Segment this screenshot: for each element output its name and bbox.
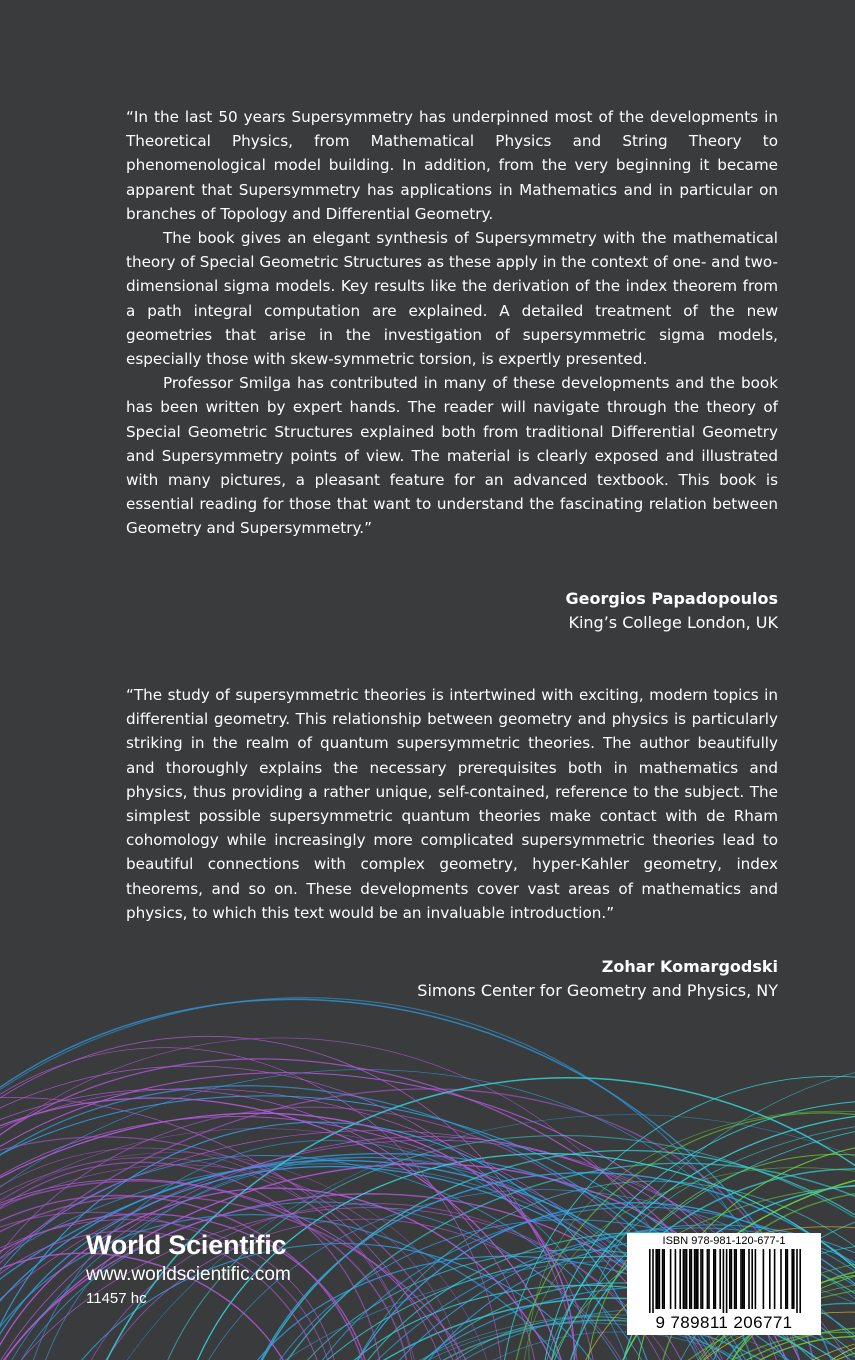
barcode-bar: [691, 1249, 693, 1309]
quote1-paragraph-2: The book gives an elegant synthesis of Supersymmetry with the mathematical theory of Special Geometric Structures as these apply in the context of one- and two-dimensional sigma models. Key results like the derivation of the index theorem from a path integral computation are explained. A detailed treatment of the new geometries that arise in the investigation of supersymmetric sigma models, especially those with skew-symmetric torsion, is expertly presented.: [126, 229, 778, 369]
review-quote-papadopoulos: [126, 105, 778, 541]
barcode-bar: [707, 1249, 709, 1309]
barcode-bar: [774, 1249, 776, 1309]
barcode-bar: [735, 1249, 737, 1309]
review-quote-komargodski: [126, 683, 778, 925]
barcode-bar: [787, 1249, 789, 1309]
barcode-bar: [740, 1249, 742, 1309]
barcode-bar: [655, 1249, 657, 1309]
barcode-bar: [796, 1249, 798, 1313]
product-code: 11457 hc: [86, 1290, 147, 1307]
barcode-bar: [695, 1249, 697, 1309]
barcode-bar: [662, 1249, 664, 1309]
barcode-bar: [652, 1249, 654, 1313]
barcode-bar: [734, 1249, 736, 1309]
arc-line-0-33: [0, 1064, 727, 1360]
barcode-bar: [694, 1249, 696, 1309]
barcode-bar: [769, 1249, 771, 1309]
barcode-bar: [731, 1249, 733, 1309]
barcode-bar: [675, 1249, 677, 1309]
isbn-label: ISBN 978-981-120-677-1: [662, 1235, 786, 1247]
barcode-bar: [657, 1249, 659, 1309]
barcode-bar: [755, 1249, 757, 1309]
barcode-bar: [708, 1249, 710, 1309]
reviewer-affiliation: King’s College London, UK: [568, 613, 778, 632]
barcode-bar: [719, 1249, 721, 1309]
barcode-bar: [689, 1249, 691, 1309]
barcode-bar: [684, 1249, 686, 1309]
isbn-barcode: [627, 1233, 821, 1335]
quote1-paragraph-1: “In the last 50 years Supersymmetry has underpinned most of the developments in Theoretical Physics, from Mathematical Physics and String Theory to phenomenological model building. In addition, from the very beginning it became apparent that Supersymmetry has applications in Mathematics and in particular on branches of Topology and Differential Geometry.: [126, 108, 778, 223]
reviewer-name: Zohar Komargodski: [601, 957, 778, 976]
reviewer-attribution-2: [417, 955, 778, 1003]
barcode-bar: [683, 1249, 685, 1309]
barcode-bar: [715, 1249, 717, 1309]
barcode-bar: [663, 1249, 665, 1309]
barcode-bar: [729, 1249, 731, 1309]
quote1-paragraph-3: Professor Smilga has contributed in many of these developments and the book has been written by expert hands. The reader will navigate through the theory of Special Geometric Structures explained both from traditional Differential Geometry and Supersymmetry points of view. The material is clearly exposed and illustrated with many pictures, a pleasant feature for an advanced textbook. This book is essential reading for those that want to understand the fascinating relation between Geometry and Supersymmetry.”: [126, 374, 778, 538]
barcode-digits: 9 789811 206771: [655, 1313, 793, 1332]
barcode-bar: [700, 1249, 702, 1309]
barcode-bar: [702, 1249, 704, 1309]
barcode-bar: [763, 1249, 765, 1309]
barcode-bar: [726, 1249, 728, 1313]
reviewer-attribution-1: [565, 587, 778, 635]
barcode-bar: [751, 1249, 753, 1309]
barcode-bar: [799, 1249, 801, 1313]
barcode-bar: [723, 1249, 725, 1313]
reviewer-name: Georgios Papadopoulos: [565, 589, 778, 608]
barcode-bar: [659, 1249, 661, 1309]
publisher-url: www.worldscientific.com: [86, 1264, 291, 1285]
arc-line-2-11: [0, 1082, 490, 1360]
publisher-block: [86, 1228, 291, 1310]
barcode-bar: [697, 1249, 699, 1309]
quote2-paragraph: “The study of supersymmetric theories is intertwined with exciting, modern topics in differential geometry. This relationship between geometry and physics is particularly striking in the realm of quantum supersymmetric theories. The author beautifully and thoroughly explains the necessary prerequisites both in mathematics and physics, thus providing a rather unique, self-contained, reference to the subject. The simplest possible supersymmetric quantum theories make contact with de Rham cohomology while increasingly more complicated supersymmetric theories lead to beautiful connections with complex geometry, hyper-Kahler geometry, index theorems, and so on. These developments cover vast areas of mathematics and physics, to which this text would be an invaluable introduction.”: [126, 686, 778, 922]
barcode-bar: [743, 1249, 745, 1309]
barcode-bar: [793, 1249, 795, 1309]
barcode-bar: [791, 1249, 793, 1309]
barcode-bar: [742, 1249, 744, 1309]
barcode-bar: [780, 1249, 782, 1309]
barcode-bar: [713, 1249, 715, 1309]
barcode-bar: [670, 1249, 672, 1309]
barcode-bar: [748, 1249, 750, 1309]
publisher-name: World Scientific: [86, 1230, 287, 1260]
barcode-bar: [785, 1249, 787, 1309]
barcode-bar: [649, 1249, 651, 1313]
barcode-bar: [686, 1249, 688, 1309]
barcode-bar: [679, 1249, 681, 1309]
reviewer-affiliation: Simons Center for Geometry and Physics, NY: [417, 981, 778, 1000]
barcode-bars: [637, 1249, 811, 1313]
